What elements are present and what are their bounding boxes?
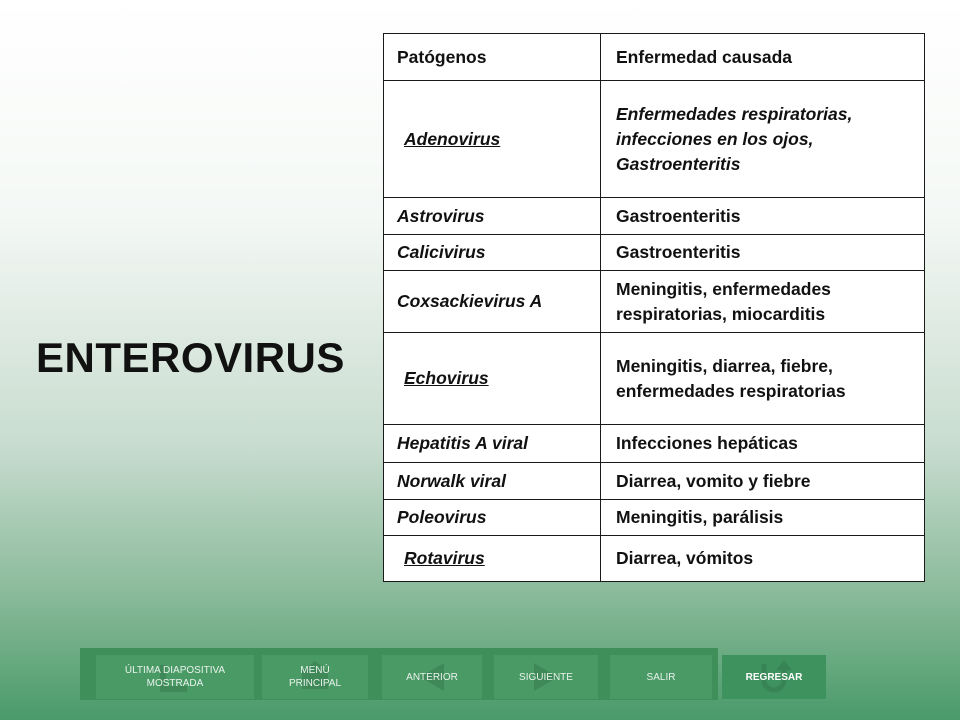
disease-cell: Gastroenteritis [601, 198, 925, 235]
pathogen-table [383, 33, 925, 582]
next-button[interactable]: SIGUIENTE [494, 655, 598, 699]
pathogen-cell: Calicivirus [384, 235, 601, 271]
disease-cell: Diarrea, vomito y fiebre [601, 463, 925, 500]
disease-cell: Enfermedades respiratorias, infecciones en los ojos, Gastroenteritis [601, 81, 925, 198]
header-pathogens: Patógenos [384, 34, 601, 81]
header-disease: Enfermedad causada [601, 34, 925, 81]
table-row [384, 536, 925, 582]
pathogen-link-echovirus[interactable]: Echovirus [404, 368, 489, 388]
pathogen-cell: Poleovirus [384, 500, 601, 536]
table-row [384, 81, 925, 198]
pathogen-link-rotavirus[interactable]: Rotavirus [404, 548, 485, 568]
table-row [384, 271, 925, 333]
table-row [384, 333, 925, 425]
disease-cell: Meningitis, diarrea, fiebre, enfermedades respiratorias [601, 333, 925, 425]
table-row [384, 500, 925, 536]
pathogen-cell: Norwalk viral [384, 463, 601, 500]
main-menu-button[interactable]: MENÚ PRINCIPAL [262, 655, 368, 699]
slide-title: ENTEROVIRUS [36, 334, 345, 381]
disease-cell: Diarrea, vómitos [601, 536, 925, 582]
pathogen-cell: Coxsackievirus A [384, 271, 601, 333]
table-header-row [384, 34, 925, 81]
back-button[interactable]: REGRESAR [722, 655, 826, 699]
disease-cell: Infecciones hepáticas [601, 425, 925, 463]
table-row [384, 235, 925, 271]
disease-cell: Gastroenteritis [601, 235, 925, 271]
pathogen-link-adenovirus[interactable]: Adenovirus [404, 128, 501, 149]
disease-cell: Meningitis, parálisis [601, 500, 925, 536]
table-row [384, 198, 925, 235]
last-slide-button[interactable]: ÚLTIMA DIAPOSITIVA MOSTRADA [96, 655, 254, 699]
pathogen-cell: Astrovirus [384, 198, 601, 235]
disease-cell: Meningitis, enfermedades respiratorias, miocarditis [601, 271, 925, 333]
pathogen-cell: Hepatitis A viral [384, 425, 601, 463]
previous-button[interactable]: ANTERIOR [382, 655, 482, 699]
exit-button[interactable]: SALIR [610, 655, 712, 699]
table-row [384, 463, 925, 500]
table-row [384, 425, 925, 463]
